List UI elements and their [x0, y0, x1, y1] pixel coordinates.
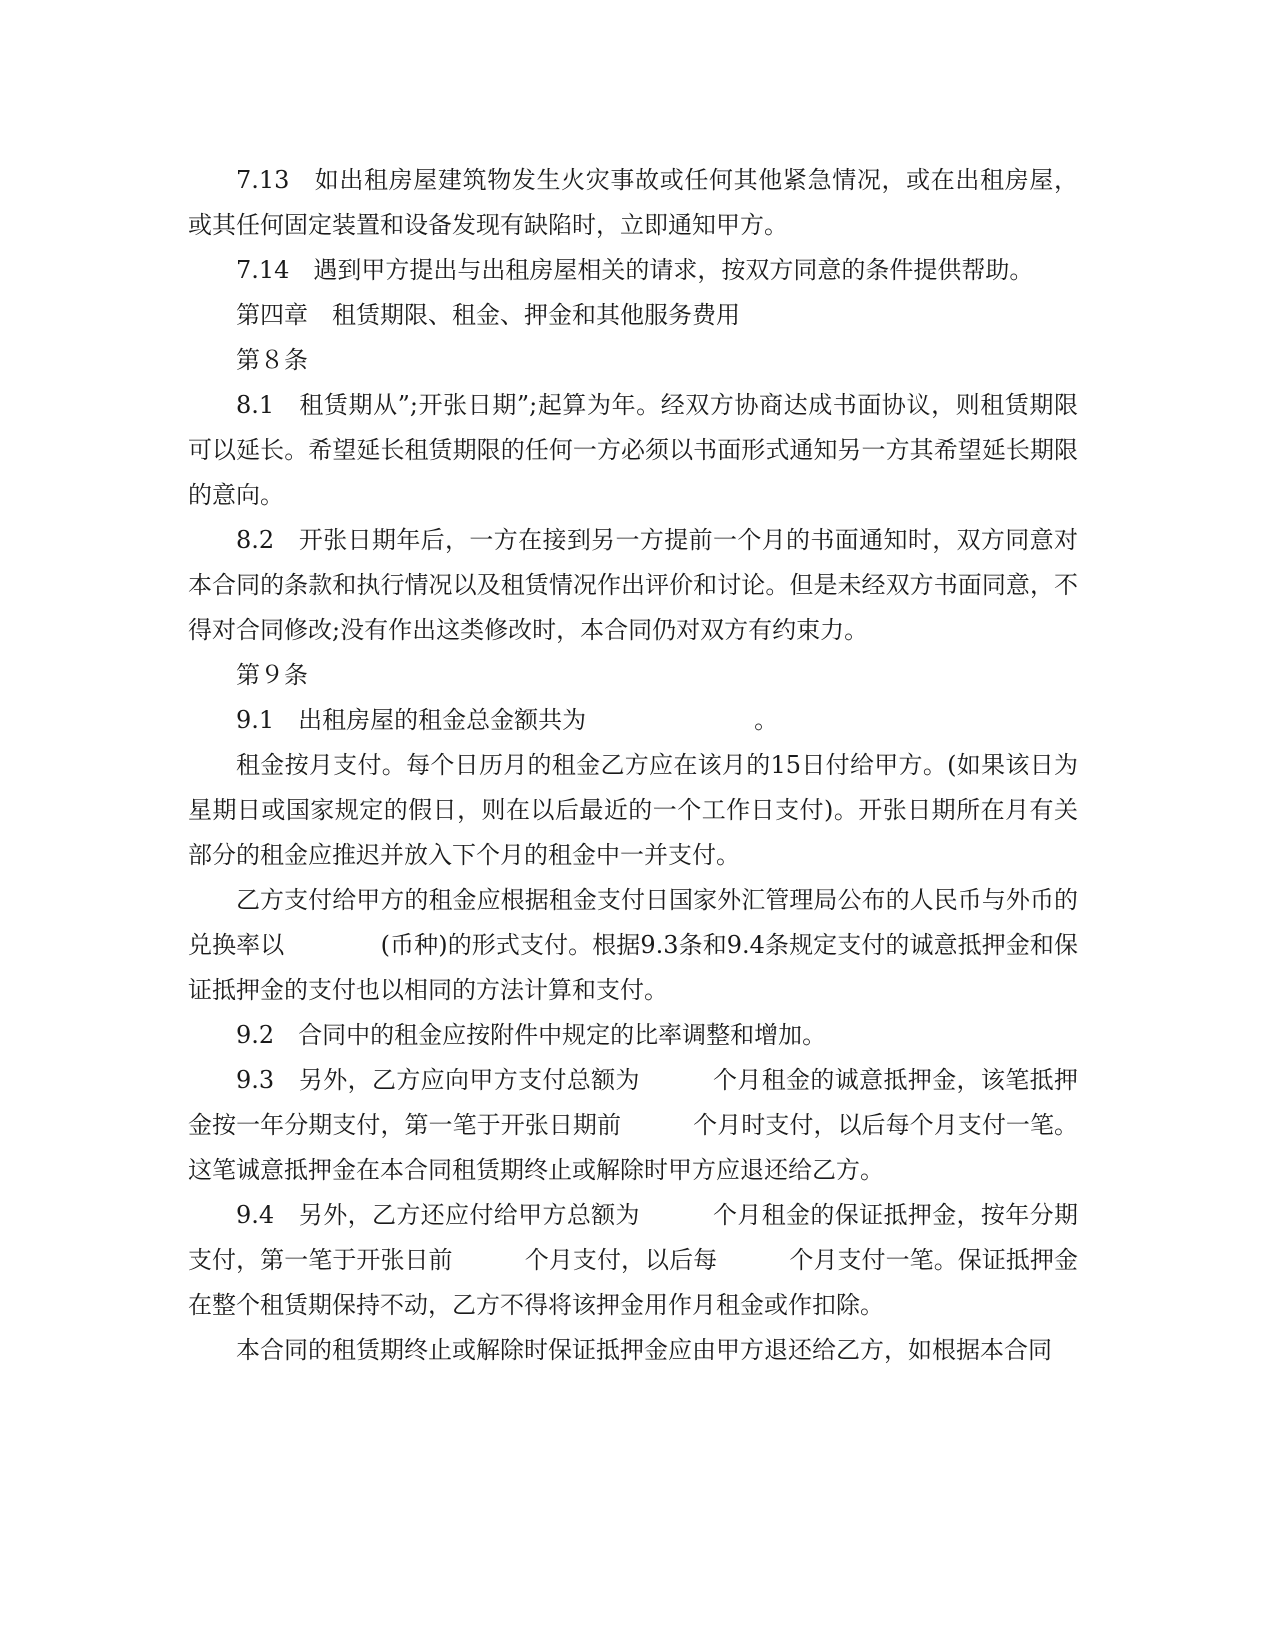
article-8-heading: 第８条 — [236, 346, 308, 374]
rent-payment-paragraph: 租金按月支付。每个日历月的租金乙方应在该月的15日付给甲方。(如果该日为星期日或国家规定的假日，则在以后最近的一个工作日支付)。开张日期所在月有关部分的租金应推迟并放入下个月的租金中一并支付。 — [188, 751, 1078, 869]
clause-8-2: 8.2 开张日期年后，一方在接到另一方提前一个月的书面通知时，双方同意对本合同的条款和执行情况以及租赁情况作出评价和讨论。但是未经双方书面同意，不得对合同修改;没有作出这类修改时，本合同仍对双方有约束力。 — [188, 526, 1078, 644]
document-body — [188, 158, 1078, 1373]
clause-9-1: 9.1 出租房屋的租金总金额共为 。 — [236, 706, 779, 734]
clause-9-4: 9.4 另外，乙方还应付给甲方总额为 个月租金的保证抵押金，按年分期支付，第一笔于开张日前 个月支付，以后每 个月支付一笔。保证抵押金在整个租赁期保持不动，乙方不得将该押金用作月租金或作扣除。 — [188, 1201, 1078, 1319]
clause-7-14: 7.14 遇到甲方提出与出租房屋相关的请求，按双方同意的条件提供帮助。 — [236, 256, 1034, 284]
chapter-4-heading: 第四章 租赁期限、租金、押金和其他服务费用 — [236, 301, 740, 329]
deposit-refund-paragraph: 本合同的租赁期终止或解除时保证抵押金应由甲方退还给乙方，如根据本合同 — [236, 1336, 1052, 1364]
currency-exchange-paragraph: 乙方支付给甲方的租金应根据租金支付日国家外汇管理局公布的人民币与外币的兑换率以 (币种)的形式支付。根据9.3条和9.4条规定支付的诚意抵押金和保证抵押金的支付也以相同的方法计算和支付。 — [188, 886, 1078, 1004]
article-9-heading: 第９条 — [236, 661, 308, 689]
clause-9-3: 9.3 另外，乙方应向甲方支付总额为 个月租金的诚意抵押金，该笔抵押金按一年分期支付，第一笔于开张日期前 个月时支付，以后每个月支付一笔。这笔诚意抵押金在本合同租赁期终止或解除时甲方应退还给乙方。 — [188, 1066, 1078, 1184]
clause-8-1: 8.1 租赁期从”;开张日期”;起算为年。经双方协商达成书面协议，则租赁期限可以延长。希望延长租赁期限的任何一方必须以书面形式通知另一方其希望延长期限的意向。 — [188, 391, 1078, 509]
clause-7-13: 7.13 如出租房屋建筑物发生火灾事故或任何其他紧急情况，或在出租房屋，或其任何固定装置和设备发现有缺陷时，立即通知甲方。 — [188, 166, 1078, 239]
clause-9-2: 9.2 合同中的租金应按附件中规定的比率调整和增加。 — [236, 1021, 827, 1049]
